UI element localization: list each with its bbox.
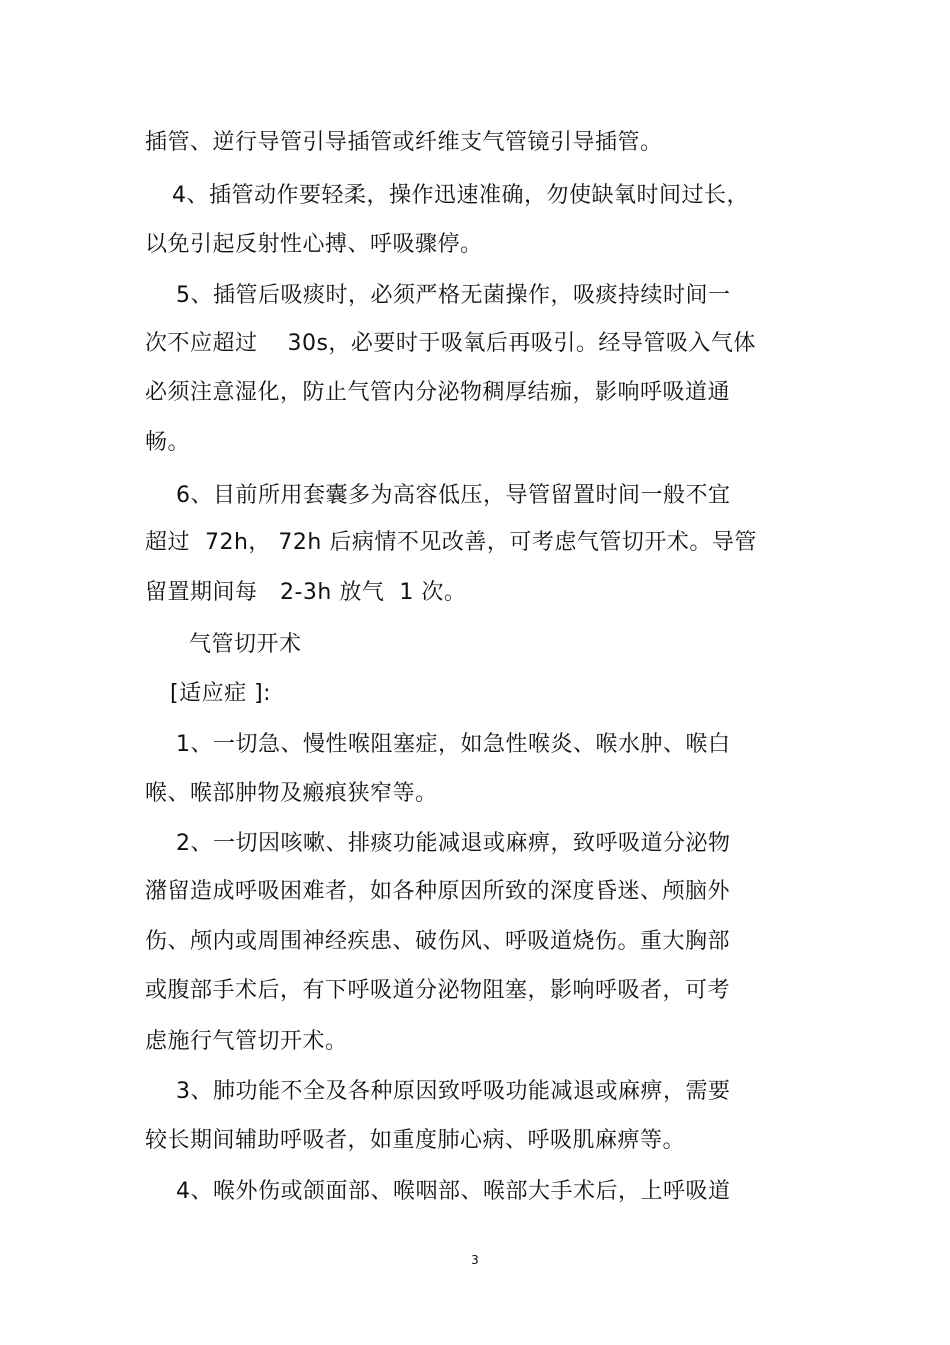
text-line: 留置期间每 2-3h 放气 1 次。 (145, 580, 467, 605)
text-line: 以免引起反射性心搏、呼吸骤停。 (145, 232, 483, 257)
text-line: 2、一切因咳嗽、排痰功能减退或麻痹，致呼吸道分泌物 (176, 831, 731, 856)
subsection-label: [适应症 ]: (170, 681, 272, 706)
text-line: 4、插管动作要轻柔，操作迅速准确，勿使缺氧时间过长， (172, 183, 749, 208)
text-line: 3、肺功能不全及各种原因致呼吸功能减退或麻痹，需要 (176, 1079, 731, 1104)
text-line: 次不应超过 30s，必要时于吸氧后再吸引。经导管吸入气体 (145, 331, 756, 356)
text-line: 或腹部手术后，有下呼吸道分泌物阻塞，影响呼吸者，可考 (145, 978, 731, 1003)
text-line: 较长期间辅助呼吸者，如重度肺心病、呼吸肌麻痹等。 (145, 1128, 686, 1153)
text-line: 6、目前所用套囊多为高容低压，导管留置时间一般不宜 (176, 483, 731, 508)
page-number: 3 (471, 1253, 479, 1267)
section-heading: 气管切开术 (189, 632, 302, 657)
text-line: 1、一切急、慢性喉阻塞症，如急性喉炎、喉水肿、喉白 (176, 732, 731, 757)
text-line: 虑施行气管切开术。 (145, 1029, 348, 1054)
text-line: 5、插管后吸痰时，必须严格无菌操作，吸痰持续时间一 (176, 283, 731, 308)
text-line: 必须注意湿化，防止气管内分泌物稠厚结痂，影响呼吸道通 (145, 380, 731, 405)
text-line: 畅。 (145, 430, 191, 455)
text-line: 伤、颅内或周围神经疾患、破伤风、呼吸道烧伤。重大胸部 (145, 929, 731, 954)
text-line: 插管、逆行导管引导插管或纤维支气管镜引导插管。 (145, 130, 663, 155)
text-line: 喉、喉部肿物及瘢痕狭窄等。 (145, 781, 438, 806)
text-line: 4、喉外伤或颌面部、喉咽部、喉部大手术后，上呼吸道 (176, 1179, 731, 1204)
text-line: 潴留造成呼吸困难者，如各种原因所致的深度昏迷、颅脑外 (145, 879, 731, 904)
text-line: 超过 72h， 72h 后病情不见改善，可考虑气管切开术。导管 (145, 530, 757, 555)
